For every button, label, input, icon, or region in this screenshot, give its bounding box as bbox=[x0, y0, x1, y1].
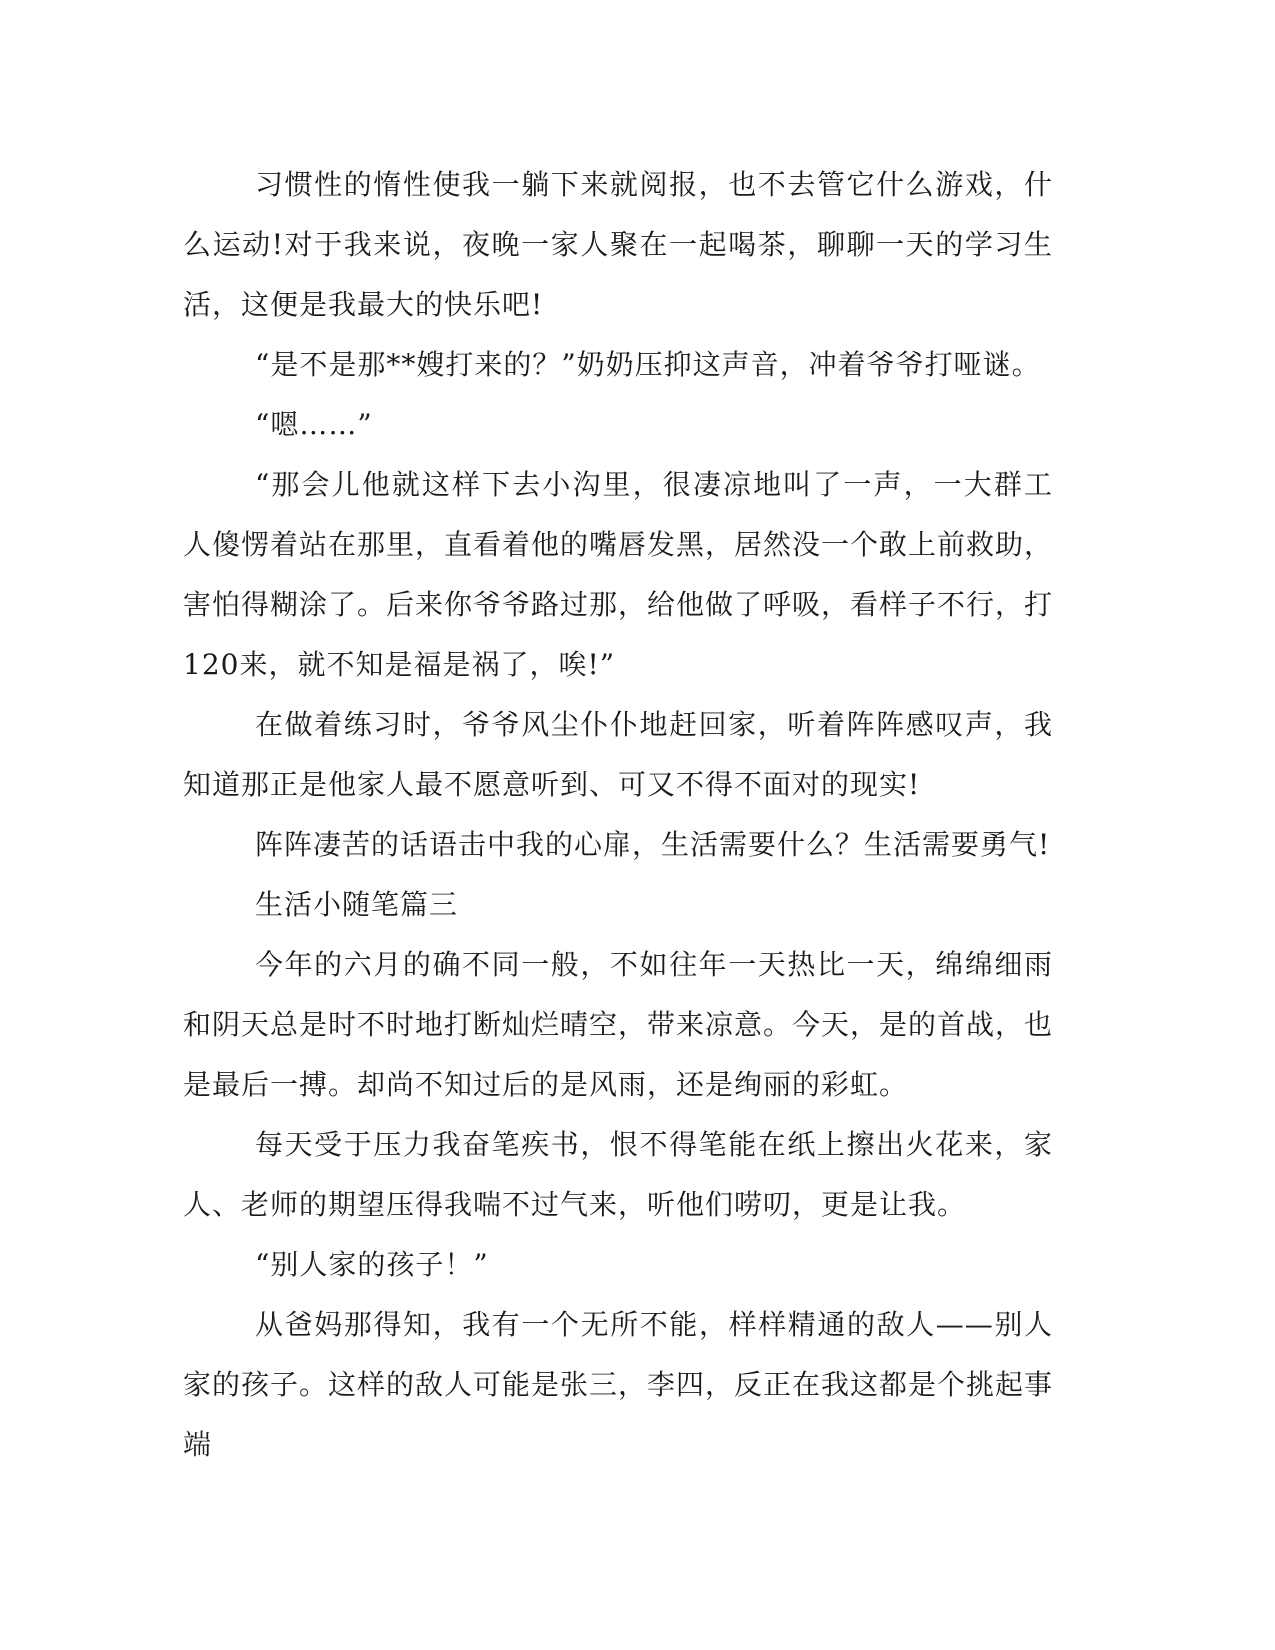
paragraph-3: “嗯……” bbox=[255, 408, 373, 441]
paragraph-7: 今年的六月的确不同一般，不如往年一天热比一天，绵绵细雨和阴天总是时不时地打断灿烂晴空，带来凉意。今天，是的首战，也是最后一搏。却尚不知过后的是风雨，还是绚丽的彩虹。 bbox=[183, 948, 1054, 1101]
section-title: 生活小随笔篇三 bbox=[255, 888, 459, 921]
paragraph-1: 习惯性的惰性使我一躺下来就阅报，也不去管它什么游戏，什么运动!对于我来说，夜晚一家人聚在一起喝茶，聊聊一天的学习生活，这便是我最大的快乐吧! bbox=[183, 168, 1053, 321]
paragraph-9: “别人家的孩子！” bbox=[255, 1248, 489, 1281]
paragraph-10: 从爸妈那得知，我有一个无所不能，样样精通的敌人——别人家的孩子。这样的敌人可能是张三，李四，反正在我这都是个挑起事端 bbox=[183, 1308, 1054, 1461]
paragraph-6: 阵阵凄苦的话语击中我的心扉，生活需要什么？生活需要勇气! bbox=[255, 828, 1051, 861]
paragraph-8: 每天受于压力我奋笔疾书，恨不得笔能在纸上擦出火花来，家人、老师的期望压得我喘不过气来，听他们唠叨，更是让我。 bbox=[183, 1128, 1053, 1221]
paragraph-4: “那会儿他就这样下去小沟里，很凄凉地叫了一声，一大群工人傻愣着站在那里，直看着他的嘴唇发黑，居然没一个敢上前救助，害怕得糊涂了。后来你爷爷路过那，给他做了呼吸，看样子不行，打120来，就不知是福是祸了，唉!” bbox=[183, 468, 1054, 681]
paragraph-5: 在做着练习时，爷爷风尘仆仆地赶回家，听着阵阵感叹声，我知道那正是他家人最不愿意听到、可又不得不面对的现实! bbox=[183, 708, 1053, 801]
paragraph-2: “是不是那**嫂打来的？”奶奶压抑这声音，冲着爷爷打哑谜。 bbox=[255, 348, 1041, 381]
document-page bbox=[183, 155, 1053, 1475]
